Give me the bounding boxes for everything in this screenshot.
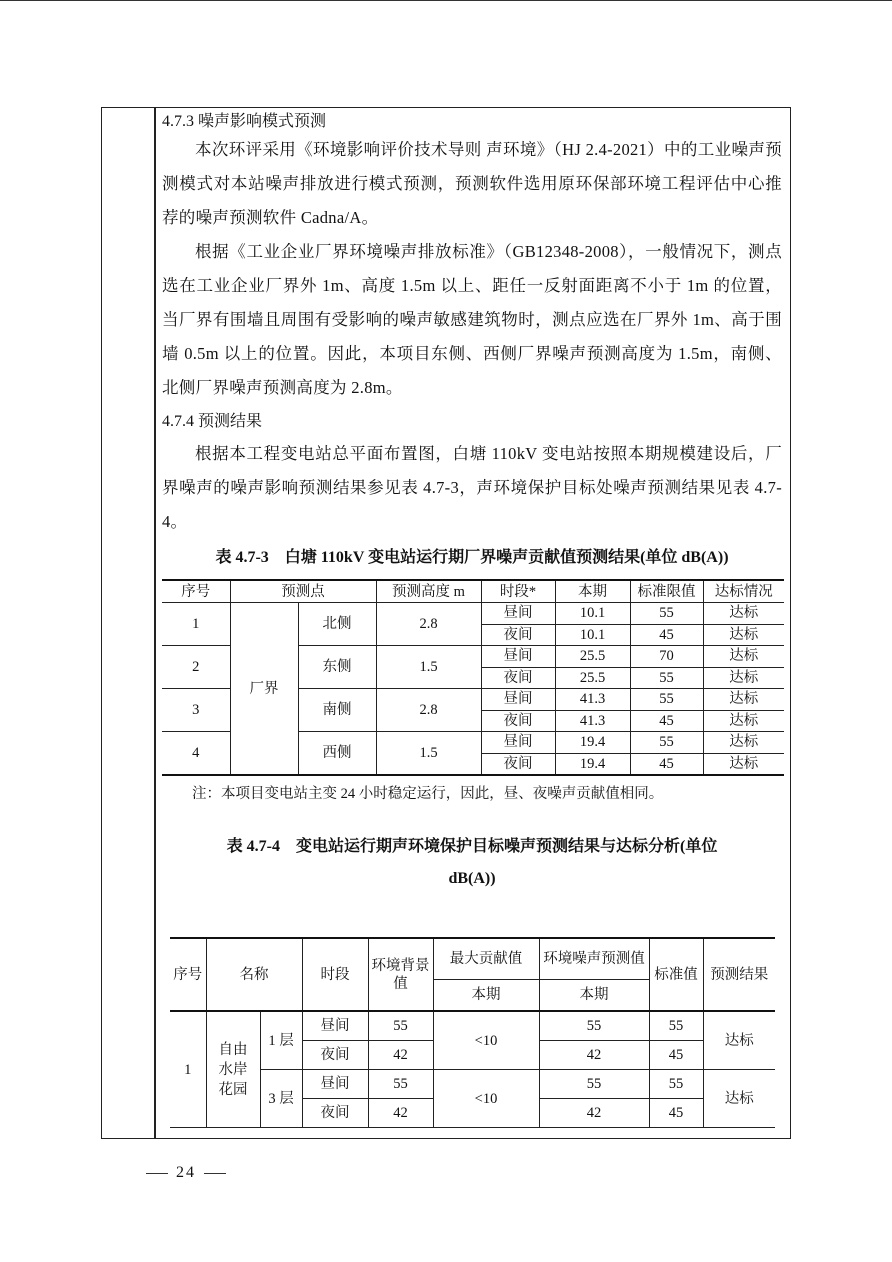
row-point: 东侧 <box>298 646 376 689</box>
row-env-predicted: 42 <box>539 1041 649 1070</box>
row-period: 昼间 <box>481 732 555 754</box>
row-period: 昼间 <box>302 1070 368 1099</box>
row-period: 夜间 <box>302 1099 368 1128</box>
row-height: 2.8 <box>376 689 481 732</box>
site-name-text: 自由水岸花园 <box>218 1041 248 1098</box>
page-number: 24 <box>176 1164 196 1181</box>
floor-label: 1 层 <box>260 1011 302 1070</box>
row-background: 42 <box>368 1041 433 1070</box>
sensitive-target-noise-table <box>170 937 775 1128</box>
row-max-contribution: <10 <box>433 1070 539 1128</box>
table-row <box>170 1011 775 1041</box>
row-standard: 55 <box>649 1011 703 1041</box>
row-point: 南侧 <box>298 689 376 732</box>
group-label: 厂界 <box>230 603 298 776</box>
row-max-contribution: <10 <box>433 1011 539 1070</box>
row-status: 达标 <box>703 732 784 754</box>
paragraph-method: 本次环评采用《环境影响评价技术导则 声环境》（HJ 2.4-2021）中的工业噪声预测模式对本站噪声排放进行模式预测，预测软件选用原环保部环境工程评估中心推荐的噪声预测软件 Cadna/A。 <box>162 140 782 227</box>
row-period: 夜间 <box>481 624 555 646</box>
boundary-noise-table <box>162 579 784 776</box>
row-period: 昼间 <box>302 1011 368 1041</box>
row-status: 达标 <box>703 689 784 711</box>
row-status: 达标 <box>703 710 784 732</box>
row-value: 25.5 <box>555 667 630 689</box>
header-name: 名称 <box>206 938 302 1011</box>
row-value: 10.1 <box>555 624 630 646</box>
table-header-row <box>170 938 775 980</box>
row-limit: 55 <box>630 667 703 689</box>
row-height: 2.8 <box>376 603 481 646</box>
section-heading-473: 4.7.3 噪声影响模式预测 <box>162 113 327 130</box>
row-no: 1 <box>162 603 230 646</box>
row-background: 55 <box>368 1011 433 1041</box>
row-limit: 45 <box>630 710 703 732</box>
header-no: 序号 <box>170 938 206 1011</box>
table2-caption-line2: dB(A)) <box>448 870 496 887</box>
main-content <box>162 108 782 892</box>
row-limit: 55 <box>630 603 703 625</box>
row-limit: 70 <box>630 646 703 668</box>
footer-dash-left <box>146 1173 168 1174</box>
row-period: 夜间 <box>302 1041 368 1070</box>
row-limit: 45 <box>630 624 703 646</box>
row-value: 41.3 <box>555 689 630 711</box>
row-value: 19.4 <box>555 753 630 775</box>
row-no: 1 <box>170 1011 206 1128</box>
header-max-contribution: 最大贡献值 <box>433 938 539 980</box>
row-point: 西侧 <box>298 732 376 776</box>
row-period: 昼间 <box>481 603 555 625</box>
header-no: 序号 <box>162 580 230 603</box>
row-limit: 55 <box>630 689 703 711</box>
row-status: 达标 <box>703 603 784 625</box>
row-no: 4 <box>162 732 230 776</box>
header-current: 本期 <box>433 980 539 1012</box>
row-period: 夜间 <box>481 753 555 775</box>
row-result: 达标 <box>703 1070 775 1128</box>
site-name <box>206 1011 260 1128</box>
row-point: 北侧 <box>298 603 376 646</box>
table1-caption: 表 4.7-3 白塘 110kV 变电站运行期厂界噪声贡献值预测结果(单位 dB(A)) <box>215 549 729 566</box>
row-standard: 45 <box>649 1099 703 1128</box>
row-value: 41.3 <box>555 710 630 732</box>
header-current: 本期 <box>539 980 649 1012</box>
row-standard: 45 <box>649 1041 703 1070</box>
row-status: 达标 <box>703 624 784 646</box>
table-header-row <box>162 580 784 603</box>
row-no: 3 <box>162 689 230 732</box>
row-result: 达标 <box>703 1011 775 1070</box>
header-limit: 标准限值 <box>630 580 703 603</box>
footer-dash-right <box>204 1173 226 1174</box>
row-value: 25.5 <box>555 646 630 668</box>
row-value: 10.1 <box>555 603 630 625</box>
row-period: 昼间 <box>481 646 555 668</box>
header-period: 时段* <box>481 580 555 603</box>
row-limit: 45 <box>630 753 703 775</box>
row-status: 达标 <box>703 667 784 689</box>
row-background: 42 <box>368 1099 433 1128</box>
row-background: 55 <box>368 1070 433 1099</box>
row-height: 1.5 <box>376 732 481 776</box>
row-value: 19.4 <box>555 732 630 754</box>
table2-caption-line1: 表 4.7-4 变电站运行期声环境保护目标噪声预测结果与达标分析(单位 <box>226 838 718 855</box>
header-standard: 标准值 <box>649 938 703 1011</box>
header-period: 时段 <box>302 938 368 1011</box>
table-row <box>162 603 784 625</box>
header-env-predicted: 环境噪声预测值 <box>539 938 649 980</box>
row-env-predicted: 55 <box>539 1011 649 1041</box>
section-heading-474: 4.7.4 预测结果 <box>162 413 263 430</box>
row-env-predicted: 42 <box>539 1099 649 1128</box>
row-period: 昼间 <box>481 689 555 711</box>
row-env-predicted: 55 <box>539 1070 649 1099</box>
header-height: 预测高度 m <box>376 580 481 603</box>
row-period: 夜间 <box>481 710 555 732</box>
row-height: 1.5 <box>376 646 481 689</box>
floor-label: 3 层 <box>260 1070 302 1128</box>
paragraph-result: 根据本工程变电站总平面布置图，白塘 110kV 变电站按照本期规模建设后，厂界噪声的噪声影响预测结果参见表 4.7-3，声环境保护目标处噪声预测结果见表 4.7-4。 <box>162 444 782 531</box>
table-row <box>170 1070 775 1099</box>
header-background: 环境背景值 <box>368 938 433 1011</box>
row-no: 2 <box>162 646 230 689</box>
row-status: 达标 <box>703 753 784 775</box>
header-result: 预测结果 <box>703 938 775 1011</box>
header-point: 预测点 <box>230 580 376 603</box>
row-limit: 55 <box>630 732 703 754</box>
header-status: 达标情况 <box>703 580 784 603</box>
row-period: 夜间 <box>481 667 555 689</box>
row-standard: 55 <box>649 1070 703 1099</box>
table1-note: 注：本项目变电站主变 24 小时稳定运行，因此，昼、夜噪声贡献值相同。 <box>192 786 664 802</box>
header-current: 本期 <box>555 580 630 603</box>
top-rule <box>0 0 892 1</box>
frame-column-rule <box>154 108 156 1138</box>
paragraph-standard: 根据《工业企业厂界环境噪声排放标准》（GB12348-2008），一般情况下，测点选在工业企业厂界外 1m、高度 1.5m 以上、距任一反射面距离不小于 1m 的位置，当厂界有围墙且周围有受影响的噪声敏感建筑物时，测点应选在厂界外 1m、高于围墙 0.5m 以上的位置。因此，本项目东侧、西侧厂界噪声预测高度为 1.5m，南侧、北侧厂界噪声预测高度为 2.8m。 <box>162 242 782 397</box>
row-status: 达标 <box>703 646 784 668</box>
page-footer <box>138 1164 234 1182</box>
